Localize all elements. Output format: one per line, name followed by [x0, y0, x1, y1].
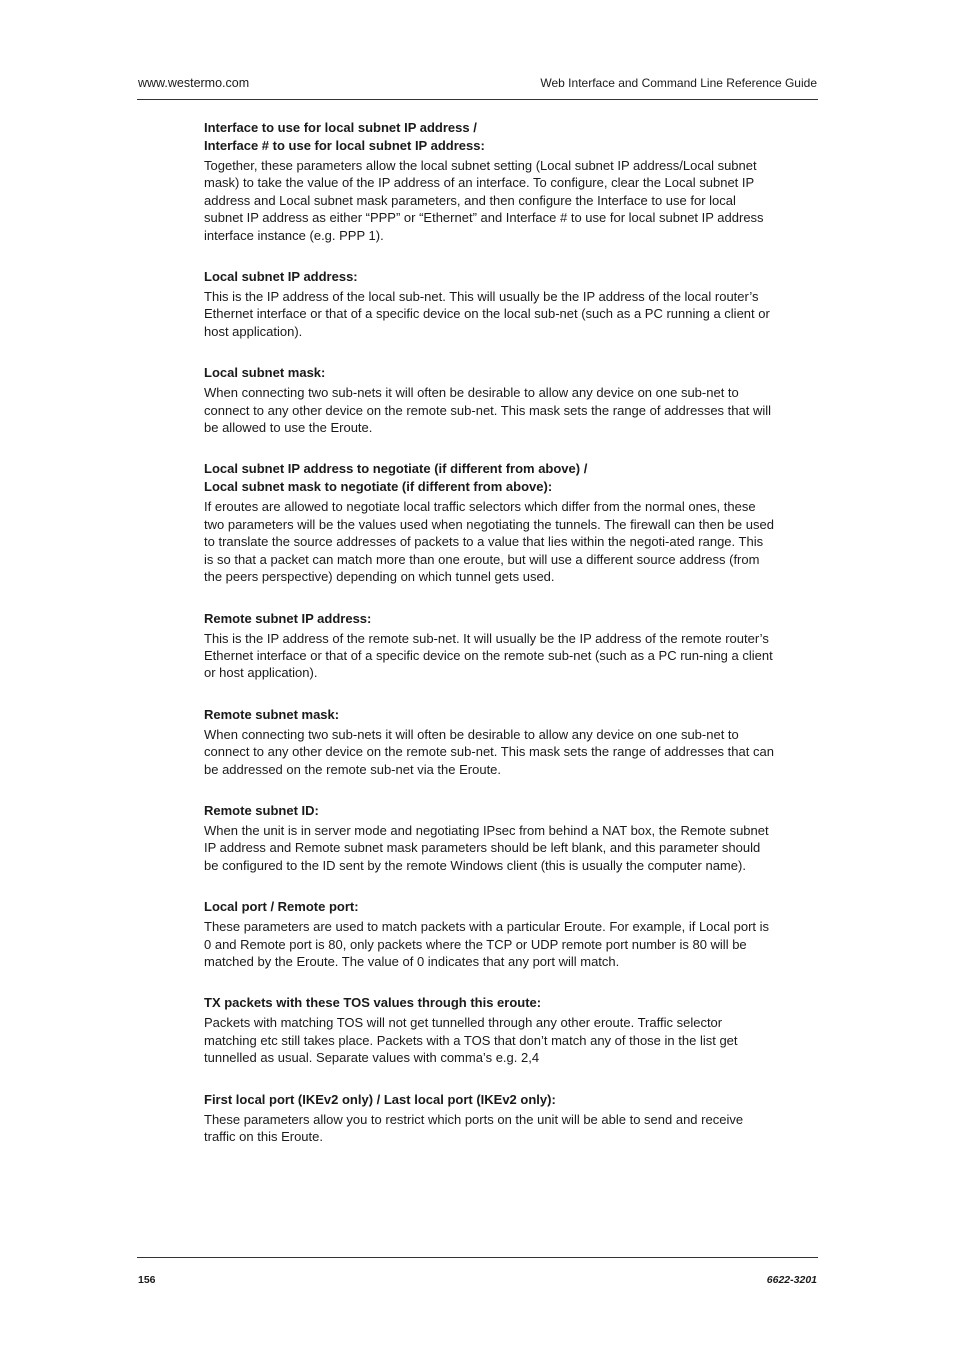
section-body: These parameters allow you to restrict which ports on the unit will be able to send and receive traffic on this Eroute. — [204, 1111, 744, 1144]
section-remote-subnet-id — [204, 802, 776, 874]
section-heading — [204, 1091, 776, 1109]
footer-divider — [137, 1257, 818, 1258]
heading-line: First local port (IKEv2 only) / Last local port (IKEv2 only): — [204, 1091, 556, 1107]
section-ikev2-ports — [204, 1091, 776, 1146]
heading-line: Remote subnet ID: — [204, 802, 319, 818]
page-content — [204, 119, 776, 1169]
section-body: When the unit is in server mode and negotiating IPsec from behind a NAT box, the Remote subnet IP address and Remote subnet mask parameters should be left blank, and this parameter should be configured to the ID sent by the remote Windows client (this is usually the computer name). — [204, 822, 769, 873]
section-heading — [204, 706, 776, 724]
section-heading — [204, 994, 776, 1012]
heading-line: Local subnet mask: — [204, 365, 326, 381]
heading-line: Remote subnet IP address: — [204, 610, 372, 626]
section-body: If eroutes are allowed to negotiate local traffic selectors which differ from the normal ones, these two parameters will be the values used when negotiating the tunnels. The firewall can then be used to translate the source addresses of packets to a value that lies within the negoti-ated range. This is so that a packet can match more than one eroute, but will use a different source address (from the peers perspective) depending on which tunnel gets used. — [204, 499, 774, 585]
section-heading — [204, 364, 776, 382]
section-body: These parameters are used to match packets with a particular Eroute. For example, if Local port is 0 and Remote port is 80, only packets where the TCP or UDP remote port number is 80 will be matched by the Eroute. The value of 0 indicates that any port will match. — [204, 919, 770, 969]
heading-line: Interface to use for local subnet IP address / — [204, 120, 477, 135]
section-remote-subnet-mask — [204, 706, 776, 778]
section-body: Packets with matching TOS will not get tunnelled through any other eroute. Traffic selector matching etc still takes place. Packets with a TOS that don’t match any of those in the list get tunnelled as usual. Separate values with comma’s e.g. 2,4 — [204, 1015, 738, 1066]
section-heading — [204, 268, 776, 286]
section-local-interface — [204, 119, 776, 244]
section-heading — [204, 898, 776, 916]
heading-line: TX packets with these TOS values through this eroute: — [204, 995, 542, 1011]
section-heading — [204, 460, 776, 496]
section-tos — [204, 994, 776, 1066]
guide-title: Web Interface and Command Line Reference Guide — [540, 76, 817, 90]
section-body: When connecting two sub-nets it will often be desirable to allow any device on one sub-net to connect to any other device on the remote sub-net. This mask sets the range of addresses that can be addressed on the remote sub-net via the Eroute. — [204, 726, 774, 777]
heading-line: Local subnet IP address: — [204, 269, 358, 285]
heading-line: Interface # to use for local subnet IP address: — [204, 138, 485, 153]
section-local-negotiate — [204, 460, 776, 585]
site-url[interactable]: www.westermo.com — [138, 76, 250, 90]
page-number: 156 — [138, 1274, 156, 1286]
heading-line: Local subnet mask to negotiate (if different from above): — [204, 479, 553, 495]
document-number: 6622-3201 — [766, 1274, 817, 1286]
heading-line: Local port / Remote port: — [204, 899, 359, 915]
heading-line: Remote subnet mask: — [204, 706, 340, 722]
section-body: This is the IP address of the local sub-net. This will usually be the IP address of the local router’s Ethernet interface or that of a specific device on the local sub-net (such as a PC running a client or host application). — [204, 289, 770, 339]
section-heading — [204, 802, 776, 820]
section-remote-subnet-ip — [204, 610, 776, 682]
section-ports — [204, 898, 776, 970]
section-body: This is the IP address of the remote sub-net. It will usually be the IP address of the remote router’s Ethernet interface or that of a specific device on the remote sub-net (such as a PC run-ning a client or host application). — [204, 630, 773, 681]
section-body: When connecting two sub-nets it will often be desirable to allow any device on one sub-net to connect to any other device on the remote sub-net. This mask sets the range of addresses that will be allowed to use the Eroute. — [204, 385, 772, 436]
section-body: Together, these parameters allow the local subnet setting (Local subnet IP address/Local subnet mask) to take the value of the IP address of an interface. To configure, clear the Local subnet IP address and Local subnet mask parameters, and then configure the Interface to use for local subnet IP address as either “PPP” or “Ethernet” and Interface # to use for local subnet IP address interface instance (e.g. PPP 1). — [204, 158, 764, 243]
header-divider — [137, 99, 818, 100]
heading-line: Local subnet IP address to negotiate (if different from above) / — [204, 461, 588, 477]
section-heading — [204, 119, 776, 155]
section-local-subnet-mask — [204, 364, 776, 436]
section-local-subnet-ip — [204, 268, 776, 340]
section-heading — [204, 610, 776, 628]
